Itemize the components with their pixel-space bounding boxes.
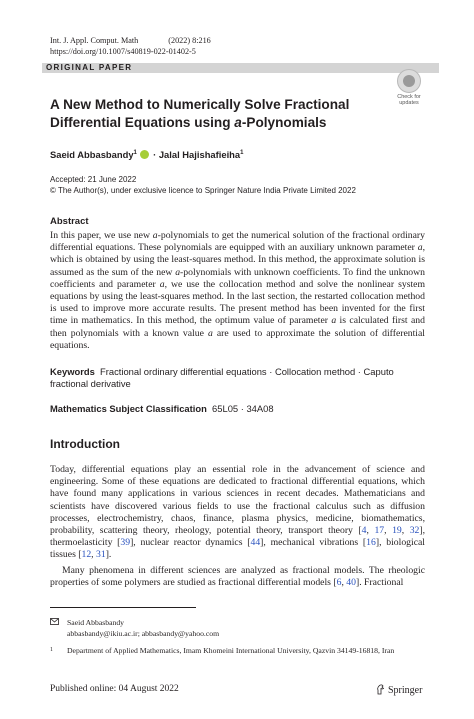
citation-link[interactable]: 17 [374,525,385,537]
author-name[interactable]: Jalal Hajishafieiha [158,149,241,161]
author-name[interactable]: Saeid Abbasbandy [50,149,134,161]
copyright-notice: © The Author(s), under exclusive licence to Springer Nature India Private Limited 2022 [50,186,356,195]
springer-horse-icon [376,684,385,695]
keywords-label: Keywords [50,366,95,377]
section-heading-introduction: Introduction [50,437,120,451]
corresponding-author-name: Saeid Abbasbandy [67,618,125,627]
intro-paragraph-1: Today, differential equations play an essential role in the advancement of science and engineering. Some of these equations are dedicated to fractional differential equations, which have found many applications in various sciences in recent decades. Mathematicians and scientists have discovered various fields to use the fractional calculus such as diffusion processes, electrochemistry, chaos, finance, plasma physics, medicine, biomathematics, probability, scattering theory, rheology, potential theory, transport theory [4, 17, 19, 32], thermoelasticity [39], nuclear reactor dynamics [44], mechanical vibrations [16], biological tissues [12, 31]. [50,464,426,561]
article-dates [50,174,356,196]
affiliation-text: Department of Applied Mathematics, Imam Khomeini International University, Qazvin 34149-16818, Iran [67,646,395,655]
check-for-updates-badge[interactable] [392,69,426,105]
publisher-name: Springer [388,685,423,696]
citation-link[interactable]: 32 [409,525,420,537]
msc-codes: 65L05 · 34A08 [212,403,274,414]
citation-link[interactable]: 16 [366,537,376,549]
abstract-heading: Abstract [50,216,89,227]
publisher-logo[interactable] [376,684,422,696]
msc-classification [50,403,274,415]
doi-link[interactable]: https://doi.org/10.1007/s40819-022-01402-5 [50,47,196,56]
citation-link[interactable]: 12 [81,549,92,561]
footnote-divider [50,607,196,608]
journal-name: Int. J. Appl. Comput. Math [50,36,139,45]
intro-paragraph-2: Many phenomena in different sciences are analyzed as fractional models. The rheologic properties of some polymers are studied as fractional differential models [6, 40]. Fractional [50,565,425,589]
citation-link[interactable]: 39 [120,537,131,549]
paper-title: A New Method to Numerically Solve Fractional Differential Equations using a-Polynomials [50,97,350,130]
citation-link[interactable]: 6 [336,577,342,589]
citation-link[interactable]: 40 [346,577,356,589]
accepted-date: Accepted: 21 June 2022 [50,175,137,184]
journal-header [50,35,211,57]
abstract-text: In this paper, we use new a-polynomials to get the numerical solution of the fractional ordinary differential equations. These polynomials are equipped with an auxiliary unknown parameter a, which is obtained by using the least-squares method. In this method, the approximate solution is assumed as the sum of the new a-polynomials with unknown coefficients. To find the unknown coefficients and parameter a, we use the collocation method and solve the nonlinear system equations by using the least-squares method. In the last section, the restarted collocation method is used to improve more accurate results. The present method has been invented for the first time in mathematics. In this method, the optimum value of parameter a is calculated first and then polynomials with a known value a are used to approximate the solution of differential equations. [50,230,425,351]
keywords-text: Fractional ordinary differential equations · Collocation method · Caputo fractional derivative [50,366,394,389]
envelope-icon [50,617,60,628]
corresponding-author-email[interactable]: abbasbandy@ikiu.ac.ir; abbasbandy@yahoo.com [67,629,220,638]
citation-link[interactable]: 19 [392,525,402,537]
orcid-icon[interactable] [140,150,149,159]
published-online-date: Published online: 04 August 2022 [50,684,179,694]
msc-label: Mathematics Subject Classification [50,403,207,414]
citation-link[interactable]: 4 [361,525,367,537]
journal-volume: (2022) 8:216 [168,36,211,45]
check-for-updates-icon [397,69,421,93]
author-list: Saeid Abbasbandy$^1$ · Jalal Hajishafieiha$^1$ [50,149,244,161]
section-label: ORIGINAL PAPER [46,63,133,72]
citation-link[interactable]: 31 [96,549,106,561]
check-for-updates-text: Check for updates [397,94,421,106]
affiliation-number: 1 [50,647,53,653]
keywords [50,366,425,390]
citation-link[interactable]: 44 [250,537,261,549]
